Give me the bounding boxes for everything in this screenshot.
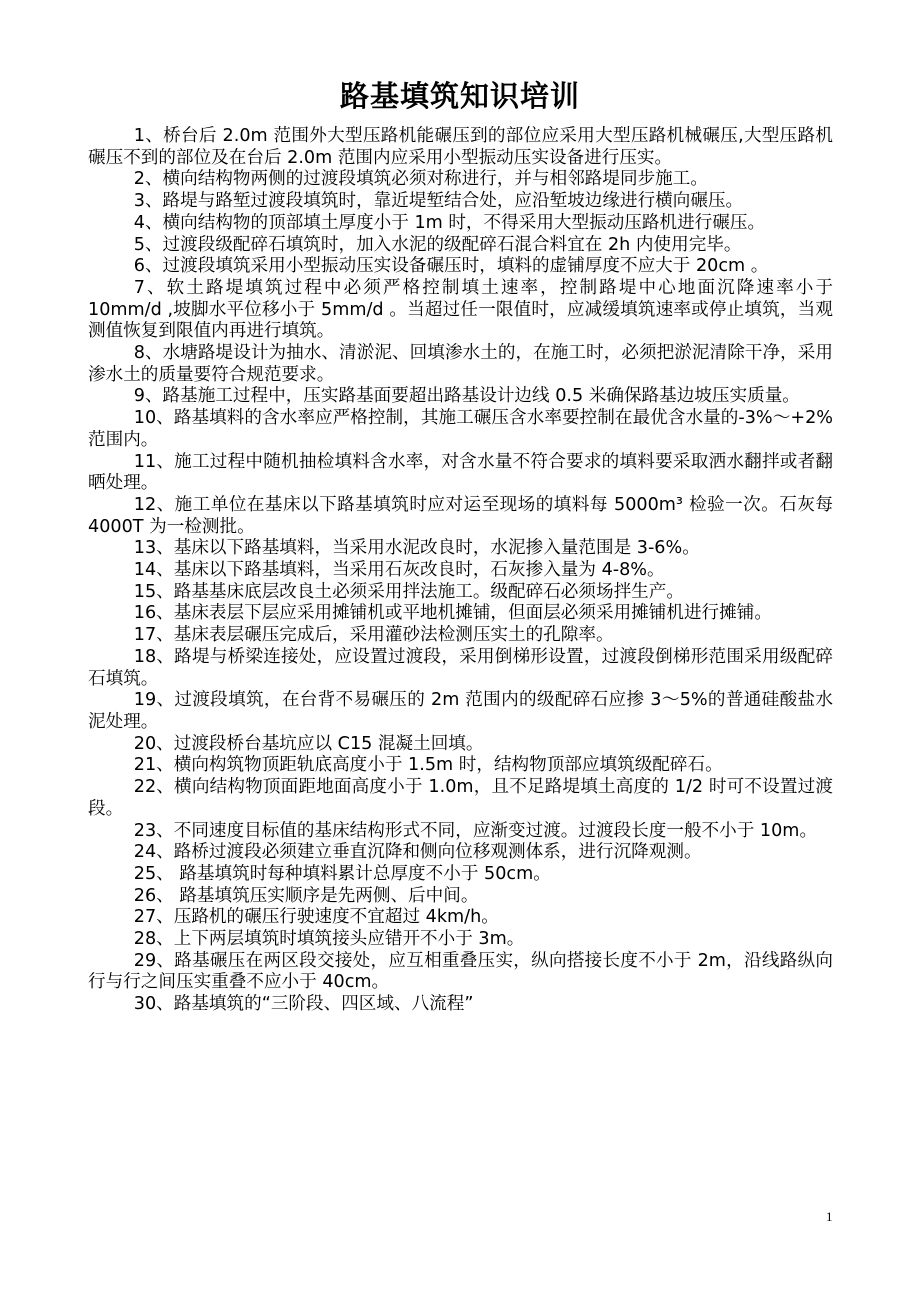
paragraph-21: 21、横向构筑物顶距轨底高度小于 1.5m 时，结构物顶部应填筑级配碎石。 xyxy=(133,755,723,776)
paragraph-15: 15、路基基床底层改良土必须采用拌法施工。级配碎石必须场拌生产。 xyxy=(133,581,684,602)
paragraph-2: 2、横向结构物两侧的过渡段填筑必须对称进行，并与相邻路堤同步施工。 xyxy=(133,169,708,190)
paragraph-14: 14、基床以下路基填料，当采用石灰改良时，石灰掺入量为 4-8%。 xyxy=(133,560,665,581)
paragraph-5: 5、过渡段级配碎石填筑时，加入水泥的级配碎石混合料宜在 2h 内使用完毕。 xyxy=(133,234,742,255)
paragraph-12: 12、施工单位在基床以下路基填筑时应对运至现场的填料每 5000m³ 检验一次。石灰每 4000T 为一检测批。 xyxy=(88,494,833,537)
paragraph-29: 29、路基碾压在两区段交接处，应互相重叠压实，纵向搭接长度不小于 2m，沿线路纵向行与行之间压实重叠不应小于 40cm。 xyxy=(88,950,833,993)
paragraph-25: 25、 路基填筑时每种填料累计总厚度不小于 50cm。 xyxy=(133,863,551,884)
paragraph-17: 17、基床表层碾压完成后，采用灌砂法检测压实土的孔隙率。 xyxy=(133,625,614,646)
paragraph-8: 8、水塘路堤设计为抽水、清淤泥、回填渗水土的，在施工时，必须把淤泥清除干净，采用渗水土的质量要符合规范要求。 xyxy=(88,343,833,385)
paragraph-19: 19、过渡段填筑，在台背不易碾压的 2m 范围内的级配碎石应掺 3～5%的普通硅酸盐水泥处理。 xyxy=(88,690,833,732)
paragraph-18: 18、路堤与桥梁连接处，应设置过渡段，采用倒梯形设置，过渡段倒梯形范围采用级配碎石填筑。 xyxy=(88,646,833,689)
paragraph-10: 10、路基填料的含水率应严格控制，其施工碾压含水率要控制在最优含水量的-3%～+2%范围内。 xyxy=(88,408,833,450)
paragraph-16: 16、基床表层下层应采用摊铺机或平地机摊铺，但面层必须采用摊铺机进行摊铺。 xyxy=(133,603,772,624)
paragraph-1: 1、桥台后 2.0m 范围外大型压路机能碾压到的部位应采用大型压路机械碾压,大型压路机碾压不到的部位及在台后 2.0m 范围内应采用小型振动压实设备进行压实。 xyxy=(88,126,833,168)
paragraph-13: 13、基床以下路基填料，当采用水泥改良时，水泥掺入量范围是 3-6%。 xyxy=(133,538,700,559)
document-body xyxy=(88,126,833,1016)
page-number: 1 xyxy=(826,1209,833,1224)
paragraph-30: 30、路基填筑的“三阶段、四区域、八流程” xyxy=(133,994,474,1015)
paragraph-24: 24、路桥过渡段必须建立垂直沉降和侧向位移观测体系，进行沉降观测。 xyxy=(133,842,702,863)
document-title: 路基填筑知识培训 xyxy=(339,79,580,113)
paragraph-28: 28、上下两层填筑时填筑接头应错开不小于 3m。 xyxy=(133,929,525,950)
paragraph-22: 22、横向结构物顶面距地面高度小于 1.0m，且不足路堤填土高度的 1/2 时可不设置过渡段。 xyxy=(88,777,833,819)
paragraph-4: 4、横向结构物的顶部填土厚度小于 1m 时，不得采用大型振动压路机进行碾压。 xyxy=(133,212,766,233)
paragraph-27: 27、压路机的碾压行驶速度不宜超过 4km/h。 xyxy=(133,907,499,928)
paragraph-23: 23、不同速度目标值的基床结构形式不同，应渐变过渡。过渡段长度一般不小于 10m。 xyxy=(133,820,818,841)
paragraph-3: 3、路堤与路堑过渡段填筑时，靠近堤堑结合处，应沿堑坡边缘进行横向碾压。 xyxy=(133,191,744,212)
paragraph-6: 6、过渡段填筑采用小型振动压实设备碾压时，填料的虚铺厚度不应大于 20cm 。 xyxy=(133,256,769,277)
paragraph-9: 9、路基施工过程中，压实路基面要超出路基设计边线 0.5 米确保路基边坡压实质量。 xyxy=(133,386,800,407)
paragraph-7: 7、软土路堤填筑过程中必须严格控制填土速率，控制路堤中心地面沉降速率小于 10mm/d ,坡脚水平位移小于 5mm/d 。当超过任一限值时，应减缓填筑速率或停止填筑，当观测值恢复到限值内再进行填筑。 xyxy=(88,277,833,342)
paragraph-11: 11、施工过程中随机抽检填料含水率，对含水量不符合要求的填料要采取洒水翻拌或者翻晒处理。 xyxy=(88,451,833,494)
paragraph-20: 20、过渡段桥台基坑应以 C15 混凝土回填。 xyxy=(133,733,484,754)
paragraph-26: 26、 路基填筑压实顺序是先两侧、后中间。 xyxy=(133,885,479,906)
